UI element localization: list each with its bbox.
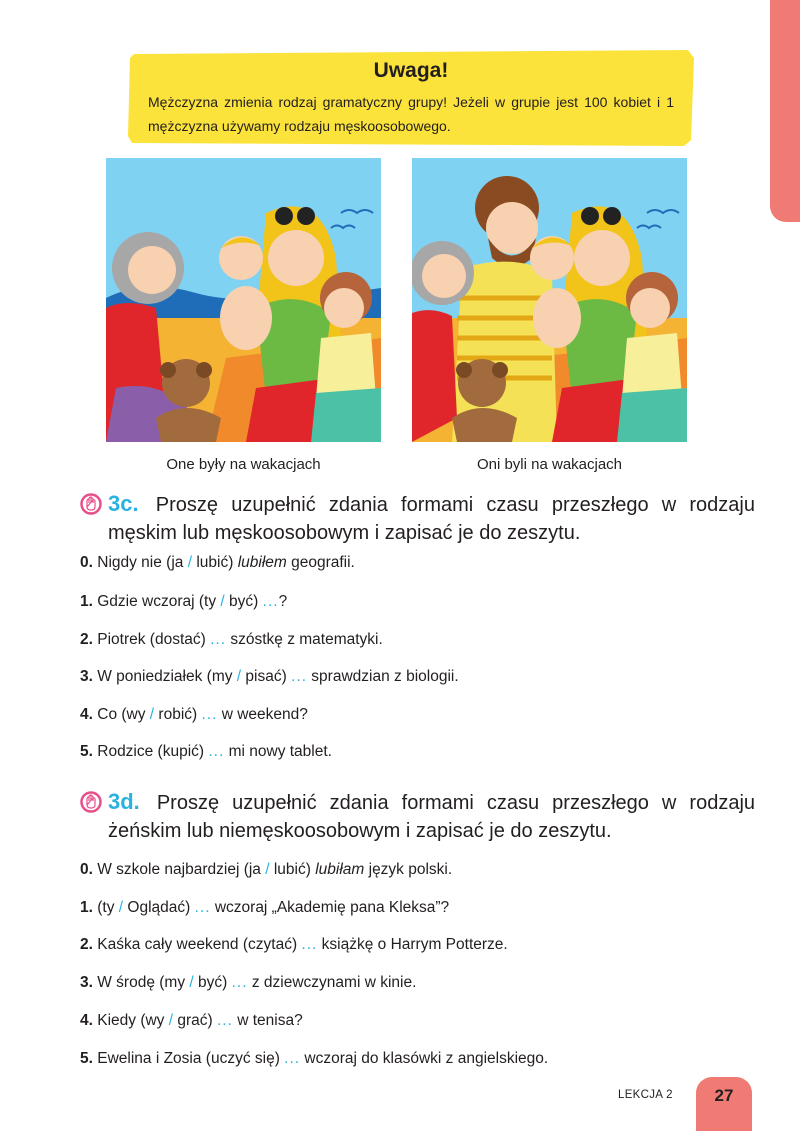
item-number: 5.: [80, 743, 93, 760]
exercise-3c-heading: [80, 490, 755, 547]
exercise-3d-heading: [80, 788, 755, 845]
answer-gap: ...: [284, 1050, 301, 1067]
item-text: W szkole najbardziej (ja: [97, 861, 266, 878]
exercise-item: [80, 554, 355, 572]
answer-gap: ...: [217, 1012, 233, 1029]
item-text: w tenisa?: [232, 1012, 303, 1029]
item-text: geografii.: [286, 554, 355, 571]
item-text: Kiedy (wy: [97, 1012, 169, 1029]
item-text: być): [224, 593, 263, 610]
side-tab: [770, 0, 800, 222]
item-text: Gdzie wczoraj (ty: [97, 593, 221, 610]
item-text: Co (wy: [97, 706, 150, 723]
note-text: Mężczyzna zmienia rodzaj gramatyczny grupy! Jeżeli w grupie jest 100 kobiet i 1 mężczyzna używamy rodzaju męskoosobowego.: [148, 94, 674, 134]
exercise-item: [80, 743, 332, 761]
note-title: Uwaga!: [373, 59, 449, 82]
exercise-item: [80, 1012, 303, 1030]
note-box: [128, 50, 694, 146]
item-text: z dziewczynami w kinie.: [247, 974, 417, 991]
item-number: 1.: [80, 593, 93, 610]
item-text: grać): [173, 1012, 217, 1029]
slash-separator: /: [220, 593, 225, 610]
item-text: W poniedziałek (my: [97, 668, 237, 685]
item-number: 3.: [80, 974, 93, 991]
item-text: Ewelina i Zosia (uczyć się): [97, 1050, 285, 1067]
answer-gap: ...: [231, 974, 248, 991]
item-text: Piotrek (dostać): [97, 631, 211, 648]
item-text: lubić): [192, 554, 238, 571]
item-number: 0.: [80, 554, 93, 571]
exercise-item: [80, 631, 383, 649]
example-answer: lubiłem: [237, 554, 287, 571]
item-number: 3.: [80, 668, 93, 685]
exercise-item: [80, 936, 508, 954]
answer-gap: ...: [194, 899, 211, 916]
exercise-item: [80, 899, 449, 917]
answer-gap: ...: [291, 668, 307, 685]
item-text: w weekend?: [217, 706, 308, 723]
item-number: 2.: [80, 631, 93, 648]
answer-gap: ...: [262, 593, 279, 610]
item-text: język polski.: [364, 861, 453, 878]
item-text: (ty: [97, 899, 119, 916]
answer-gap: ...: [201, 706, 218, 723]
item-text: mi nowy tablet.: [224, 743, 332, 760]
exercise-item: [80, 974, 416, 992]
item-text: szóstkę z matematyki.: [226, 631, 383, 648]
slash-separator: /: [168, 1012, 174, 1029]
item-text: wczoraj do klasówki z angielskiego.: [300, 1050, 549, 1067]
example-answer: lubiłam: [315, 861, 365, 878]
hand-icon: [80, 791, 102, 821]
item-text: Kaśka cały weekend (czytać): [97, 936, 302, 953]
caption-left: One były na wakacjach: [166, 456, 321, 473]
exercise-instruction: Proszę uzupełnić zdania formami czasu przeszłego w rodzaju męskim lub męskoosobowym i zapisać je do zeszytu.: [108, 494, 755, 544]
item-text: lubić): [269, 861, 316, 878]
item-text: książkę o Harrym Potterze.: [317, 936, 508, 953]
answer-gap: ...: [301, 936, 318, 953]
exercise-number: 3c.: [108, 491, 139, 516]
exercise-number: 3d.: [108, 789, 140, 814]
slash-separator: /: [149, 706, 155, 723]
slash-separator: /: [265, 861, 270, 878]
slash-separator: /: [187, 554, 193, 571]
exercise-item: [80, 861, 452, 879]
item-text: ?: [278, 593, 288, 610]
item-number: 1.: [80, 899, 93, 916]
answer-gap: ...: [208, 743, 225, 760]
item-number: 2.: [80, 936, 93, 953]
slash-separator: /: [189, 974, 194, 991]
item-text: wczoraj „Akademię pana Kleksa”?: [210, 899, 450, 916]
exercise-instruction: Proszę uzupełnić zdania formami czasu przeszłego w rodzaju żeńskim lub niemęskoosobowym i zapisać je do zeszytu.: [108, 792, 756, 842]
item-text: robić): [154, 706, 202, 723]
exercise-item: [80, 1050, 548, 1068]
item-number: 5.: [80, 1050, 93, 1067]
item-number: 4.: [80, 1012, 93, 1029]
exercise-item: [80, 668, 459, 686]
item-text: pisać): [241, 668, 292, 685]
item-text: Nigdy nie (ja: [97, 554, 188, 571]
item-number: 0.: [80, 861, 93, 878]
hand-icon: [80, 493, 102, 523]
item-text: być): [193, 974, 232, 991]
item-text: sprawdzian z biologii.: [307, 668, 459, 685]
item-text: Oglądać): [123, 899, 195, 916]
caption-right: Oni byli na wakacjach: [476, 456, 623, 473]
illustration-women: [106, 158, 381, 442]
page-number: 27: [696, 1077, 752, 1131]
illustration-group-with-man: [412, 158, 687, 442]
exercise-item: [80, 593, 287, 611]
item-text: Rodzice (kupić): [97, 743, 209, 760]
exercise-item: [80, 706, 308, 724]
lesson-label: LEKCJA 2: [618, 1089, 673, 1101]
item-text: W środę (my: [97, 974, 190, 991]
item-number: 4.: [80, 706, 93, 723]
answer-gap: ...: [210, 631, 227, 648]
slash-separator: /: [118, 899, 124, 916]
slash-separator: /: [236, 668, 242, 685]
